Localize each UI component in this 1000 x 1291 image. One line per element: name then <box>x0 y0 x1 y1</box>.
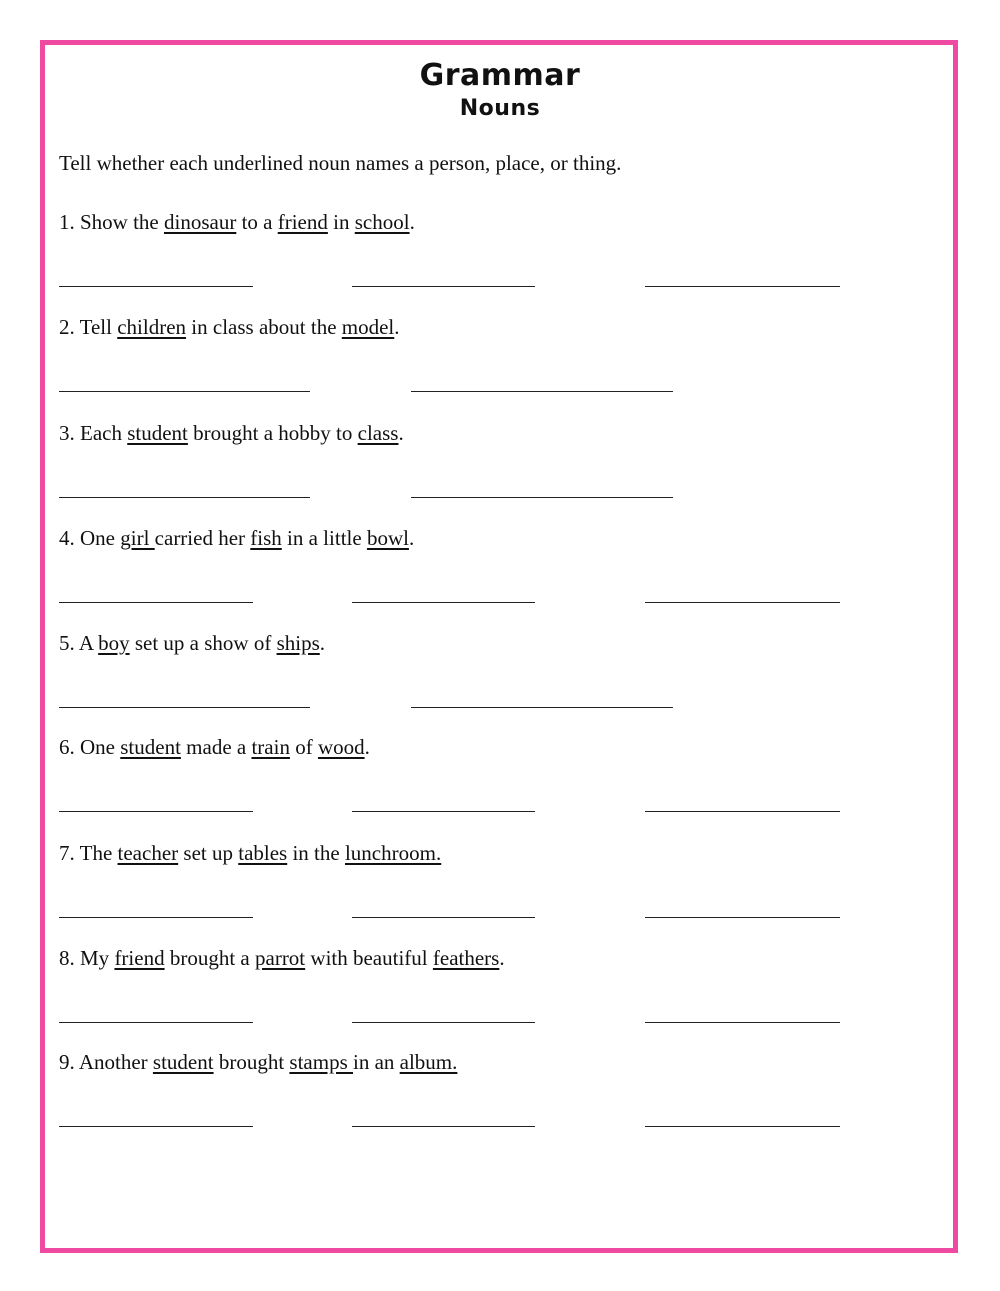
answer-blank-1-1[interactable] <box>59 286 253 287</box>
instructions-text: Tell whether each underlined noun names a person, place, or thing. <box>59 151 622 175</box>
question-text: . <box>398 421 404 445</box>
answer-blank-8-2[interactable] <box>352 1022 535 1023</box>
answer-blank-2-2[interactable] <box>411 391 673 392</box>
underlined-noun: train <box>251 735 290 759</box>
question-text: in an <box>353 1050 400 1074</box>
underlined-noun: teacher <box>117 841 179 865</box>
worksheet-subtitle: Nouns <box>459 96 541 121</box>
question-5 <box>59 631 325 656</box>
answer-blank-4-2[interactable] <box>352 602 535 603</box>
answer-blank-6-1[interactable] <box>59 811 253 812</box>
question-text: 3. Each <box>59 421 128 445</box>
underlined-noun: student <box>120 735 181 759</box>
answer-blank-5-1[interactable] <box>59 707 310 708</box>
question-text: 9. Another <box>59 1050 153 1074</box>
question-text: 1. Show the <box>59 210 164 234</box>
worksheet-title: Grammar <box>419 58 581 93</box>
question-3 <box>59 421 404 446</box>
answer-blank-7-2[interactable] <box>352 917 535 918</box>
answer-blank-1-2[interactable] <box>352 286 535 287</box>
underlined-noun: bowl <box>366 526 409 550</box>
question-text: . <box>364 735 370 759</box>
underlined-noun: tables <box>238 841 288 865</box>
question-text: in <box>327 210 355 234</box>
question-6 <box>59 735 370 760</box>
question-9 <box>59 1050 457 1075</box>
question-text: . <box>409 210 415 234</box>
question-text: in a little <box>281 526 367 550</box>
answer-blank-8-3[interactable] <box>645 1022 840 1023</box>
underlined-noun: children <box>117 315 187 339</box>
underlined-noun: lunchroom. <box>344 841 442 865</box>
underlined-noun: school <box>354 210 410 234</box>
question-text: set up a show of <box>129 631 277 655</box>
question-text: brought <box>213 1050 290 1074</box>
answer-blank-6-2[interactable] <box>352 811 535 812</box>
answer-blank-9-3[interactable] <box>645 1126 840 1127</box>
question-8 <box>59 946 505 971</box>
question-text: . <box>499 946 505 970</box>
underlined-noun: student <box>152 1050 214 1074</box>
question-text: with beautiful <box>305 946 433 970</box>
answer-blank-3-2[interactable] <box>411 497 673 498</box>
answer-blank-7-1[interactable] <box>59 917 253 918</box>
question-7 <box>59 841 441 866</box>
question-2 <box>59 315 400 340</box>
answer-blank-9-2[interactable] <box>352 1126 535 1127</box>
question-text: 5. A <box>59 631 99 655</box>
question-text: carried her <box>154 526 251 550</box>
underlined-noun: wood <box>317 735 365 759</box>
underlined-noun: feathers <box>432 946 500 970</box>
question-text: to a <box>236 210 278 234</box>
question-text: . <box>408 526 415 550</box>
question-text: . <box>319 631 326 655</box>
answer-blank-7-3[interactable] <box>645 917 840 918</box>
question-text: brought a hobby to <box>187 421 358 445</box>
underlined-noun: model <box>341 315 395 339</box>
answer-blank-9-1[interactable] <box>59 1126 253 1127</box>
underlined-noun: girl <box>120 526 155 550</box>
answer-blank-4-1[interactable] <box>59 602 253 603</box>
question-4 <box>59 526 414 551</box>
underlined-noun: album. <box>399 1050 458 1074</box>
answer-blank-5-2[interactable] <box>411 707 673 708</box>
question-text: . <box>394 315 400 339</box>
underlined-noun: stamps <box>289 1050 353 1074</box>
answer-blank-2-1[interactable] <box>59 391 310 392</box>
question-text: 6. One <box>59 735 121 759</box>
question-text: in class about the <box>186 315 342 339</box>
underlined-noun: student <box>127 421 188 445</box>
question-text: 2. Tell <box>59 315 118 339</box>
underlined-noun: dinosaur <box>164 210 237 234</box>
underlined-noun: ships <box>276 631 320 655</box>
question-text: made a <box>180 735 252 759</box>
answer-blank-1-3[interactable] <box>645 286 840 287</box>
underlined-noun: parrot <box>255 946 306 970</box>
answer-blank-6-3[interactable] <box>645 811 840 812</box>
answer-blank-3-1[interactable] <box>59 497 310 498</box>
question-text: brought a <box>164 946 255 970</box>
underlined-noun: boy <box>98 631 130 655</box>
question-1 <box>59 210 415 235</box>
question-text: 4. One <box>59 526 121 550</box>
question-text: of <box>289 735 318 759</box>
underlined-noun: friend <box>277 210 328 234</box>
question-text: 7. The <box>59 841 118 865</box>
underlined-noun: friend <box>114 946 165 970</box>
question-text: 8. My <box>59 946 115 970</box>
answer-blank-8-1[interactable] <box>59 1022 253 1023</box>
question-text: in the <box>287 841 345 865</box>
question-text: set up <box>178 841 239 865</box>
answer-blank-4-3[interactable] <box>645 602 840 603</box>
underlined-noun: fish <box>250 526 282 550</box>
underlined-noun: class <box>357 421 399 445</box>
